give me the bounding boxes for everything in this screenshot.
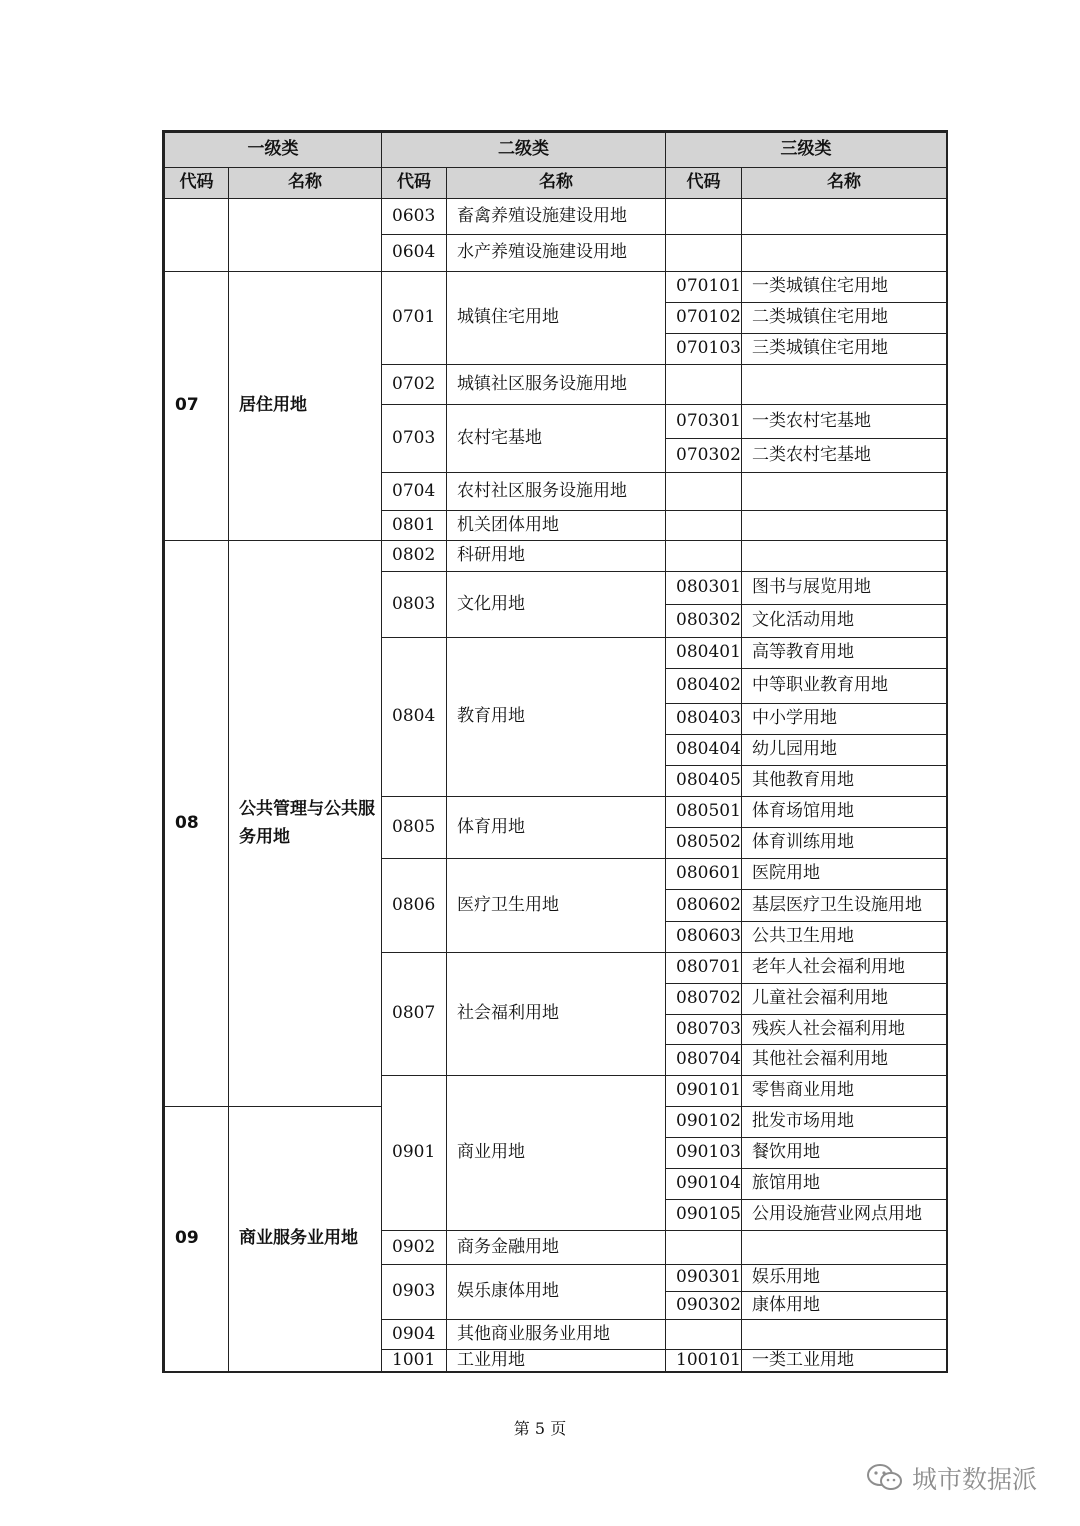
level3-code-cell: 080702 bbox=[666, 984, 742, 1015]
level3-code-cell bbox=[666, 541, 742, 572]
watermark-text: 城市数据派 bbox=[912, 1465, 1038, 1494]
level3-code-cell: 090105 bbox=[666, 1200, 742, 1231]
wechat-icon bbox=[866, 1462, 904, 1494]
level3-code-cell: 080401 bbox=[666, 638, 742, 669]
level2-code-cell: 0701 bbox=[382, 272, 447, 365]
level3-code-cell: 080602 bbox=[666, 890, 742, 922]
level2-name-cell: 机关团体用地 bbox=[447, 511, 666, 541]
level3-name-cell: 中小学用地 bbox=[742, 704, 947, 735]
level3-code-cell: 100101 bbox=[666, 1350, 742, 1372]
level3-code-cell: 080704 bbox=[666, 1045, 742, 1076]
table-body bbox=[165, 199, 947, 1372]
level3-name-cell: 零售商业用地 bbox=[742, 1076, 947, 1107]
table-row bbox=[165, 199, 947, 235]
page-number-prefix: 第 bbox=[513, 1419, 530, 1438]
level2-code-cell: 0703 bbox=[382, 405, 447, 473]
level3-name-cell: 批发市场用地 bbox=[742, 1107, 947, 1138]
level3-code-cell: 080703 bbox=[666, 1015, 742, 1045]
level3-name-cell bbox=[742, 541, 947, 572]
level3-name-cell: 老年人社会福利用地 bbox=[742, 953, 947, 984]
level3-code-cell: 080601 bbox=[666, 859, 742, 890]
level3-name-cell bbox=[742, 511, 947, 541]
level2-code-cell: 0802 bbox=[382, 541, 447, 572]
level2-name-cell: 城镇社区服务设施用地 bbox=[447, 365, 666, 405]
level3-name-cell: 餐饮用地 bbox=[742, 1138, 947, 1169]
level2-name-cell: 城镇住宅用地 bbox=[447, 272, 666, 365]
level1-name-cell: 公共管理与公共服务用地 bbox=[229, 541, 382, 1107]
level3-name-cell: 康体用地 bbox=[742, 1292, 947, 1320]
level2-code-cell: 0902 bbox=[382, 1231, 447, 1265]
level3-code-cell: 090301 bbox=[666, 1265, 742, 1292]
level1-name-header: 名称 bbox=[229, 168, 382, 199]
level3-code-cell: 070101 bbox=[666, 272, 742, 303]
level2-name-header: 名称 bbox=[447, 168, 666, 199]
level3-code-cell: 080403 bbox=[666, 704, 742, 735]
level3-name-cell: 二类农村宅基地 bbox=[742, 439, 947, 473]
level3-name-cell bbox=[742, 365, 947, 405]
table-row bbox=[165, 541, 947, 572]
level2-code-cell: 0603 bbox=[382, 199, 447, 235]
level3-code-cell bbox=[666, 235, 742, 272]
table-row bbox=[165, 272, 947, 303]
level2-name-cell: 商业用地 bbox=[447, 1076, 666, 1231]
level2-name-cell: 社会福利用地 bbox=[447, 953, 666, 1076]
level3-name-cell: 文化活动用地 bbox=[742, 605, 947, 638]
level2-code-cell: 1001 bbox=[382, 1350, 447, 1372]
level3-name-cell: 一类城镇住宅用地 bbox=[742, 272, 947, 303]
level3-code-cell: 080701 bbox=[666, 953, 742, 984]
land-use-classification-table bbox=[162, 130, 948, 1373]
level3-code-cell bbox=[666, 199, 742, 235]
level3-name-cell: 二类城镇住宅用地 bbox=[742, 303, 947, 334]
level3-code-cell: 080402 bbox=[666, 669, 742, 704]
level1-code-cell: 07 bbox=[165, 272, 229, 541]
level2-name-cell: 其他商业服务业用地 bbox=[447, 1320, 666, 1350]
level2-name-cell: 农村社区服务设施用地 bbox=[447, 473, 666, 511]
page-number-value: 5 bbox=[534, 1419, 546, 1438]
level2-code-cell: 0807 bbox=[382, 953, 447, 1076]
level2-code-cell: 0901 bbox=[382, 1076, 447, 1231]
level3-code-cell: 090104 bbox=[666, 1169, 742, 1200]
level3-name-cell: 一类工业用地 bbox=[742, 1350, 947, 1372]
watermark bbox=[866, 1456, 1037, 1500]
header-row-columns bbox=[165, 168, 947, 199]
level3-name-cell bbox=[742, 1320, 947, 1350]
level2-code-cell: 0704 bbox=[382, 473, 447, 511]
level2-code-cell: 0805 bbox=[382, 797, 447, 859]
level1-header: 一级类 bbox=[165, 133, 382, 168]
level2-name-cell: 文化用地 bbox=[447, 572, 666, 638]
level3-code-cell bbox=[666, 473, 742, 511]
level3-name-cell: 一类农村宅基地 bbox=[742, 405, 947, 439]
level3-name-cell: 公共卫生用地 bbox=[742, 922, 947, 953]
level3-code-cell: 070102 bbox=[666, 303, 742, 334]
classification-table bbox=[164, 132, 947, 1372]
level3-code-cell: 070301 bbox=[666, 405, 742, 439]
level2-name-cell: 商务金融用地 bbox=[447, 1231, 666, 1265]
level3-name-cell bbox=[742, 1231, 947, 1265]
level3-name-cell: 医院用地 bbox=[742, 859, 947, 890]
level2-code-cell: 0904 bbox=[382, 1320, 447, 1350]
level3-name-cell: 旅馆用地 bbox=[742, 1169, 947, 1200]
header-row-levels bbox=[165, 133, 947, 168]
level3-name-cell: 体育训练用地 bbox=[742, 828, 947, 859]
level3-name-cell bbox=[742, 235, 947, 272]
level3-name-cell: 残疾人社会福利用地 bbox=[742, 1015, 947, 1045]
level3-code-cell bbox=[666, 1320, 742, 1350]
level3-code-cell bbox=[666, 511, 742, 541]
level3-code-cell: 080603 bbox=[666, 922, 742, 953]
level2-name-cell: 娱乐康体用地 bbox=[447, 1265, 666, 1320]
level2-name-cell: 农村宅基地 bbox=[447, 405, 666, 473]
level3-name-cell bbox=[742, 473, 947, 511]
page-number-suffix: 页 bbox=[550, 1419, 567, 1438]
level2-code-header: 代码 bbox=[382, 168, 447, 199]
level3-name-cell: 儿童社会福利用地 bbox=[742, 984, 947, 1015]
level3-code-cell bbox=[666, 365, 742, 405]
level3-name-cell: 公用设施营业网点用地 bbox=[742, 1200, 947, 1231]
level3-code-cell: 080405 bbox=[666, 766, 742, 797]
level2-code-cell: 0604 bbox=[382, 235, 447, 272]
level3-name-cell: 其他教育用地 bbox=[742, 766, 947, 797]
level2-header: 二级类 bbox=[382, 133, 666, 168]
level2-name-cell: 畜禽养殖设施建设用地 bbox=[447, 199, 666, 235]
level3-code-cell: 090101 bbox=[666, 1076, 742, 1107]
level2-name-cell: 体育用地 bbox=[447, 797, 666, 859]
level3-name-cell bbox=[742, 199, 947, 235]
level3-code-cell: 080301 bbox=[666, 572, 742, 605]
level3-name-cell: 中等职业教育用地 bbox=[742, 669, 947, 704]
level1-code-cell bbox=[165, 199, 229, 272]
level3-code-cell: 080501 bbox=[666, 797, 742, 828]
level1-name-cell bbox=[229, 199, 382, 272]
level2-code-cell: 0903 bbox=[382, 1265, 447, 1320]
level3-code-cell: 090302 bbox=[666, 1292, 742, 1320]
level1-code-cell: 09 bbox=[165, 1107, 229, 1372]
level3-name-cell: 其他社会福利用地 bbox=[742, 1045, 947, 1076]
level1-name-cell: 商业服务业用地 bbox=[229, 1107, 382, 1372]
page-number bbox=[0, 1416, 1080, 1439]
level1-code-cell: 08 bbox=[165, 541, 229, 1107]
level3-name-cell: 三类城镇住宅用地 bbox=[742, 334, 947, 365]
level3-name-cell: 高等教育用地 bbox=[742, 638, 947, 669]
level3-name-cell: 幼儿园用地 bbox=[742, 735, 947, 766]
level2-name-cell: 教育用地 bbox=[447, 638, 666, 797]
level2-code-cell: 0804 bbox=[382, 638, 447, 797]
level2-name-cell: 医疗卫生用地 bbox=[447, 859, 666, 953]
level2-name-cell: 工业用地 bbox=[447, 1350, 666, 1372]
level3-code-cell: 090103 bbox=[666, 1138, 742, 1169]
level3-header: 三级类 bbox=[666, 133, 947, 168]
level2-name-cell: 科研用地 bbox=[447, 541, 666, 572]
level3-code-cell: 070302 bbox=[666, 439, 742, 473]
level3-code-cell bbox=[666, 1231, 742, 1265]
level1-name-cell: 居住用地 bbox=[229, 272, 382, 541]
level2-code-cell: 0806 bbox=[382, 859, 447, 953]
level3-name-header: 名称 bbox=[742, 168, 947, 199]
level1-code-header: 代码 bbox=[165, 168, 229, 199]
level2-code-cell: 0702 bbox=[382, 365, 447, 405]
level2-code-cell: 0803 bbox=[382, 572, 447, 638]
level3-code-header: 代码 bbox=[666, 168, 742, 199]
level3-code-cell: 080502 bbox=[666, 828, 742, 859]
level3-name-cell: 图书与展览用地 bbox=[742, 572, 947, 605]
level2-code-cell: 0801 bbox=[382, 511, 447, 541]
level3-code-cell: 090102 bbox=[666, 1107, 742, 1138]
level3-name-cell: 体育场馆用地 bbox=[742, 797, 947, 828]
level2-name-cell: 水产养殖设施建设用地 bbox=[447, 235, 666, 272]
level3-code-cell: 070103 bbox=[666, 334, 742, 365]
level3-code-cell: 080404 bbox=[666, 735, 742, 766]
level3-name-cell: 娱乐用地 bbox=[742, 1265, 947, 1292]
level3-name-cell: 基层医疗卫生设施用地 bbox=[742, 890, 947, 922]
level3-code-cell: 080302 bbox=[666, 605, 742, 638]
